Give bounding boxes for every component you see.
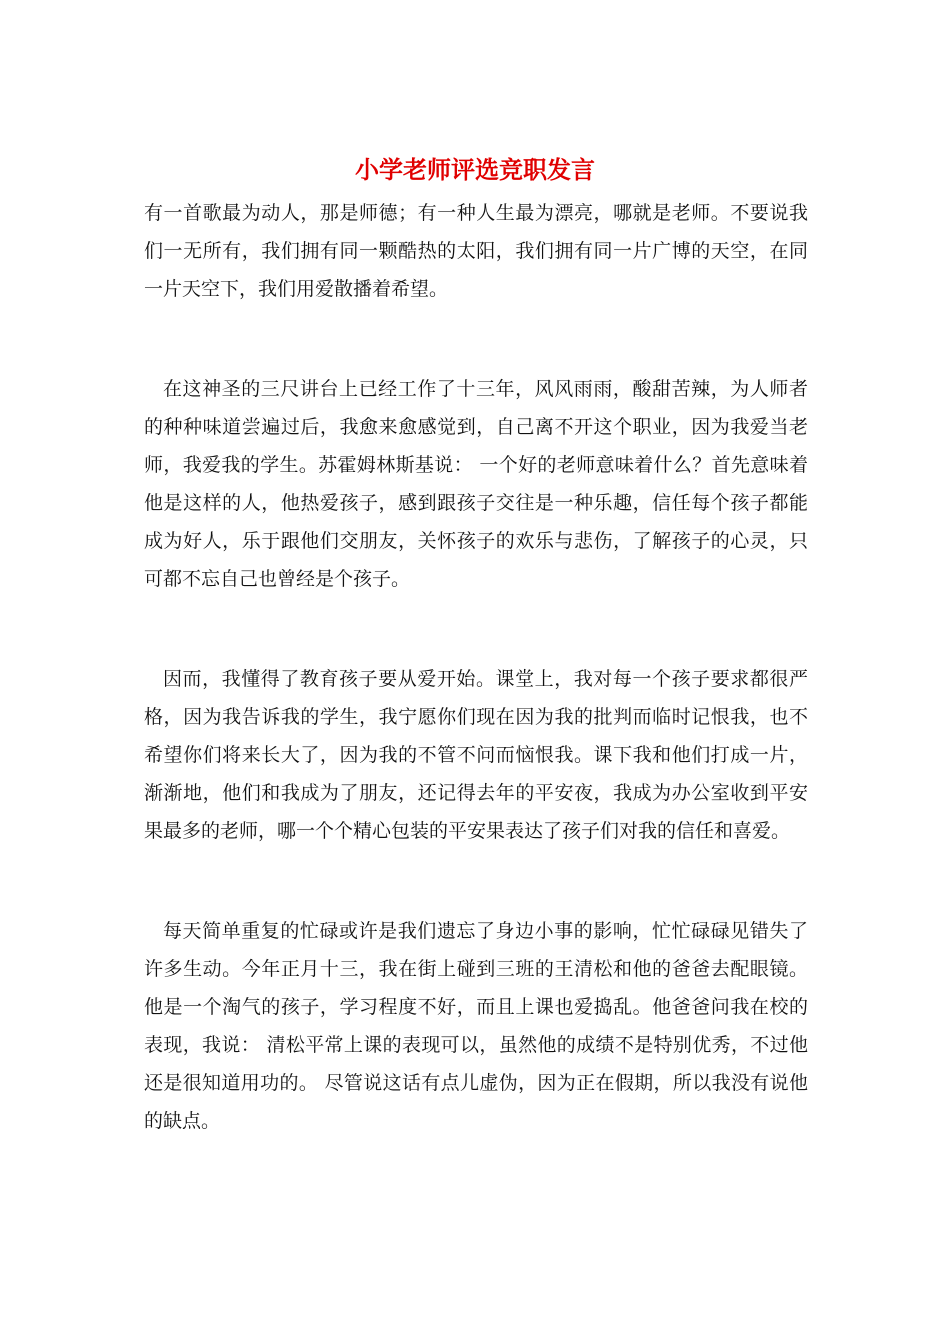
document-title: 小学老师评选竞职发言 bbox=[355, 155, 595, 184]
paragraph-3: 因而，我懂得了教育孩子要从爱开始。课堂上，我对每一个孩子要求都很严格，因为我告诉我的学生，我宁愿你们现在因为我的批判而临时记恨我，也不希望你们将来长大了，因为我的不管不问而恼恨我。课下我和他们打成一片，渐渐地，他们和我成为了朋友，还记得去年的平安夜，我成为办公室收到平安果最多的老师，哪一个个精心包装的平安果表达了孩子们对我的信任和喜爱。 bbox=[144, 668, 808, 842]
paragraph-1: 有一首歌最为动人，那是师德；有一种人生最为漂亮，哪就是老师。不要说我们一无所有，我们拥有同一颗酷热的太阳，我们拥有同一片广博的天空，在同一片天空下，我们用爱散播着希望。 bbox=[144, 202, 808, 300]
paragraph-4: 每天简单重复的忙碌或许是我们遗忘了身边小事的影响，忙忙碌碌见错失了许多生动。今年正月十三，我在街上碰到三班的王清松和他的爸爸去配眼镜。他是一个淘气的孩子，学习程度不好，而且上课也爱捣乱。他爸爸问我在校的表现，我说： 清松平常上课的表现可以，虽然他的成绩不是特别优秀，不过他还是很知道用功的。 尽管说这话有点儿虚伪，因为正在假期，所以我没有说他的缺点。 bbox=[144, 920, 808, 1132]
paragraph-2: 在这神圣的三尺讲台上已经工作了十三年，风风雨雨，酸甜苦辣，为人师者的种种味道尝遍过后，我愈来愈感觉到，自己离不开这个职业，因为我爱当老师，我爱我的学生。苏霍姆林斯基说： 一个好的老师意味着什么？首先意味着他是这样的人，他热爱孩子，感到跟孩子交往是一种乐趣，信任每个孩子都能成为好人，乐于跟他们交朋友，关怀孩子的欢乐与悲伤，了解孩子的心灵，只可都不忘自己也曾经是个孩子。 bbox=[144, 378, 808, 590]
